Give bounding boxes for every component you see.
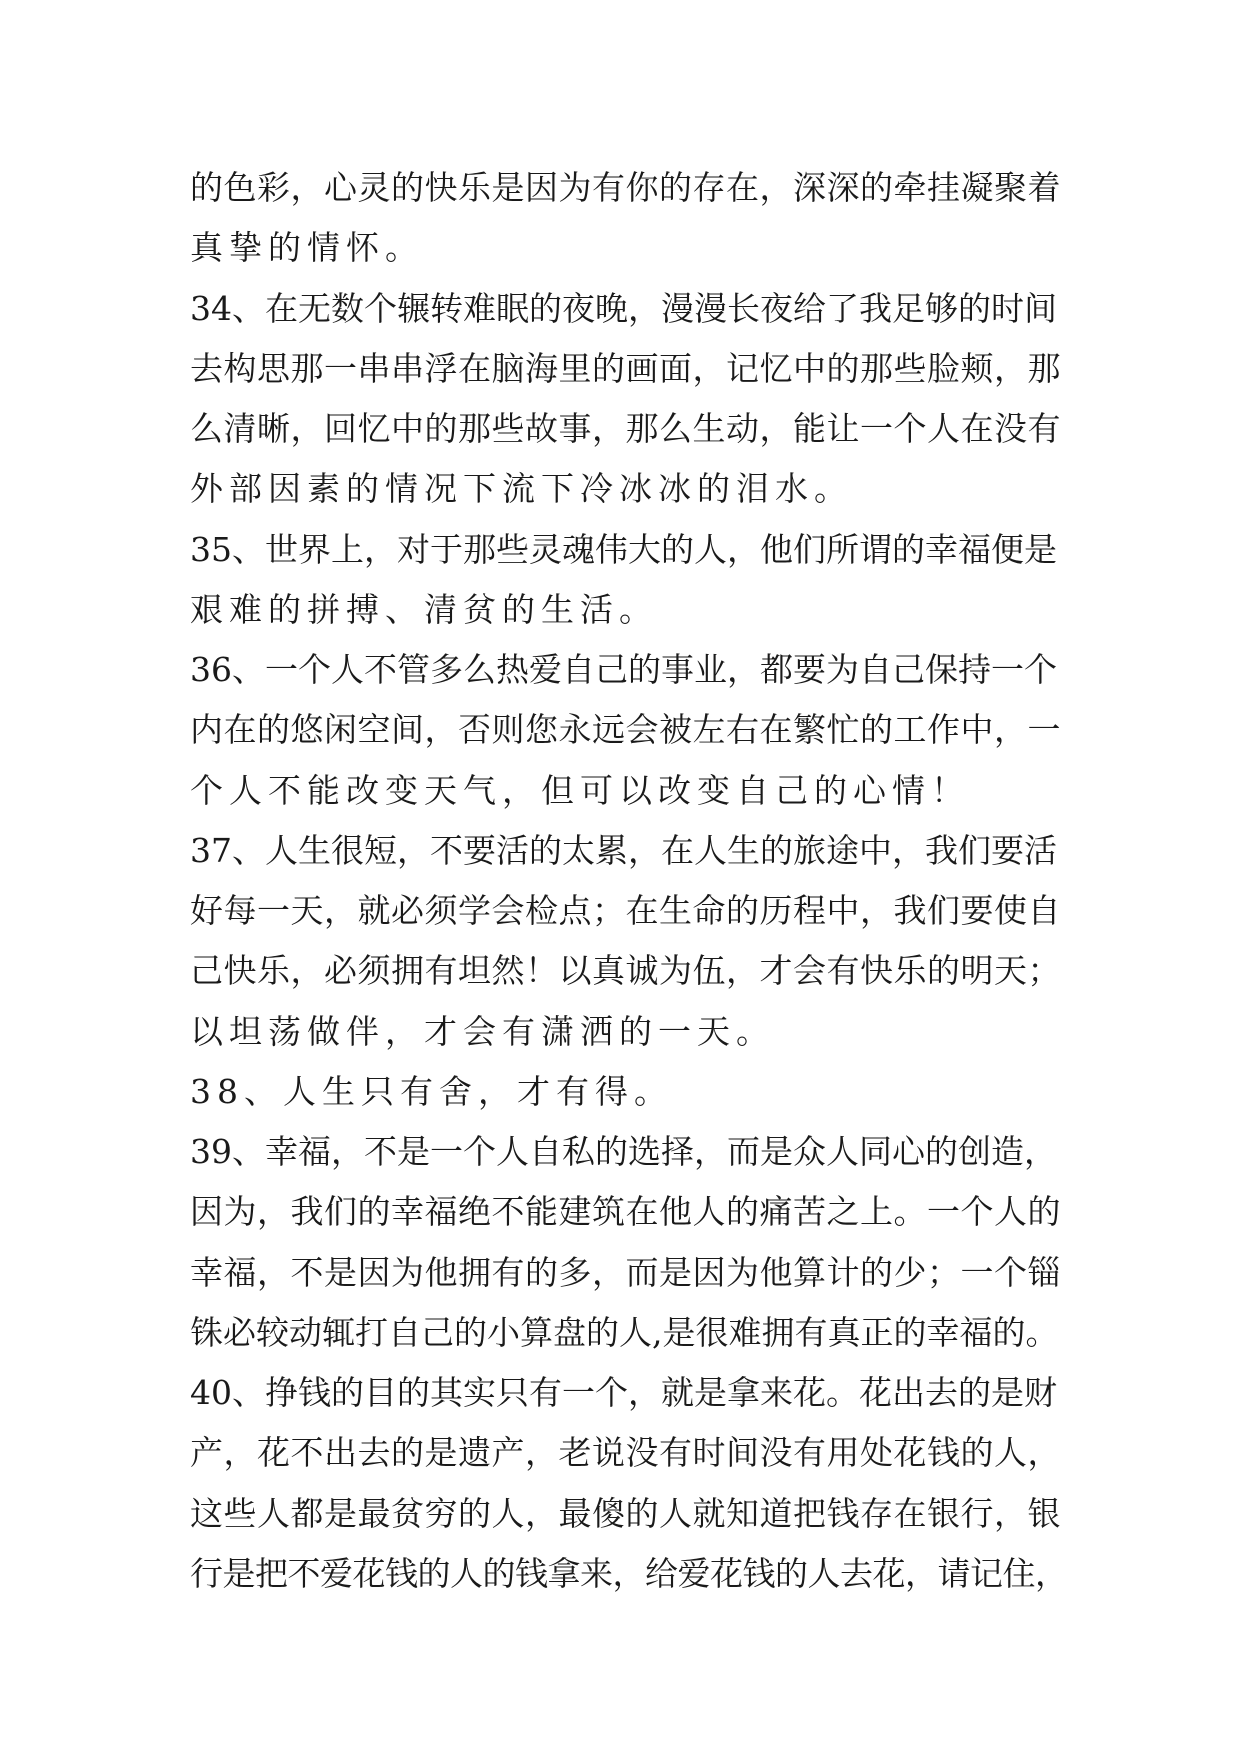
text-line: 个人不能改变天气，但可以改变自己的心情！ bbox=[190, 770, 970, 810]
text-line: 内在的悠闲空间，否则您永远会被左右在繁忙的工作中，一 bbox=[190, 710, 1061, 750]
text-line: 因为，我们的幸福绝不能建筑在他人的痛苦之上。一个人的 bbox=[190, 1192, 1061, 1232]
text-line: 铢必较动辄打自己的小算盘的人,是很难拥有真正的幸福的。 bbox=[190, 1312, 1059, 1352]
text-line: 39、幸福，不是一个人自私的选择，而是众人同心的创造， bbox=[190, 1132, 1057, 1171]
text-line: 幸福，不是因为他拥有的多，而是因为他算计的少；一个锱 bbox=[190, 1252, 1061, 1292]
text-line: 么清晰，回忆中的那些故事，那么生动，能让一个人在没有 bbox=[190, 409, 1061, 448]
text-line: 38、人生只有舍，才有得。 bbox=[190, 1071, 673, 1111]
text-line: 的色彩，心灵的快乐是因为有你的存在，深深的牵挂凝聚着 bbox=[190, 168, 1061, 207]
text-line: 行是把不爱花钱的人的钱拿来，给爱花钱的人去花，请记住， bbox=[190, 1553, 1068, 1593]
text-line: 36、一个人不管多么热爱自己的事业，都要为自己保持一个 bbox=[190, 650, 1057, 689]
text-line: 己快乐，必须拥有坦然！以真诚为伍，才会有快乐的明天； bbox=[190, 951, 1061, 991]
text-line: 这些人都是最贫穷的人，最傻的人就知道把钱存在银行，银 bbox=[190, 1493, 1061, 1533]
text-line: 好每一天，就必须学会检点；在生命的历程中，我们要使自 bbox=[190, 891, 1061, 930]
text-line: 艰难的拼搏、清贫的生活。 bbox=[190, 589, 658, 629]
text-line: 以坦荡做伴，才会有潇洒的一天。 bbox=[190, 1011, 775, 1051]
text-line: 37、人生很短，不要活的太累，在人生的旅途中，我们要活 bbox=[190, 830, 1057, 870]
document-body bbox=[190, 158, 1070, 1604]
text-line: 外部因素的情况下流下冷冰冰的泪水。 bbox=[190, 469, 853, 509]
text-line: 产，花不出去的是遗产，老说没有时间没有用处花钱的人， bbox=[190, 1433, 1061, 1473]
text-line: 34、在无数个辗转难眠的夜晚，漫漫长夜给了我足够的时间 bbox=[190, 288, 1057, 328]
text-line: 35、世界上，对于那些灵魂伟大的人，他们所谓的幸福便是 bbox=[190, 529, 1057, 569]
text-line: 去构思那一串串浮在脑海里的画面，记忆中的那些脸颊，那 bbox=[190, 348, 1061, 388]
text-line: 真挚的情怀。 bbox=[190, 228, 424, 268]
text-line: 40、挣钱的目的其实只有一个，就是拿来花。花出去的是财 bbox=[190, 1373, 1057, 1412]
